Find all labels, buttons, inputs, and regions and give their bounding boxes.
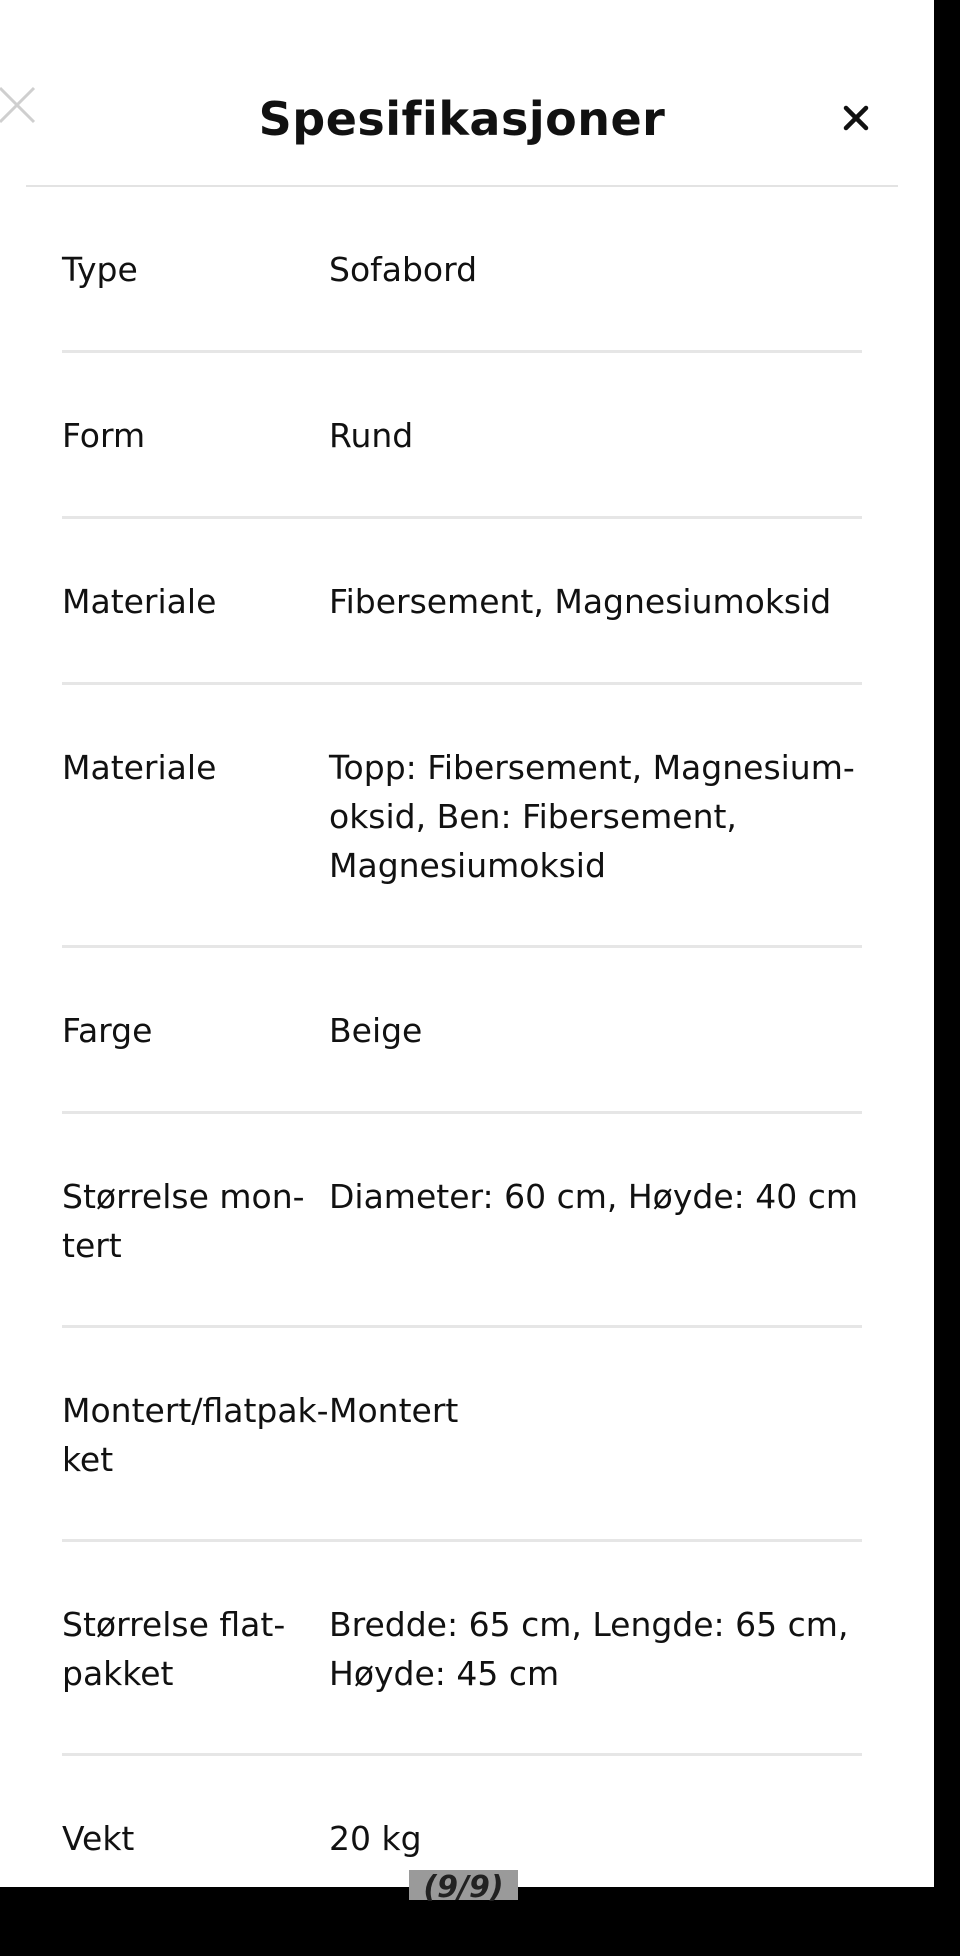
spec-label: Størrelse montert xyxy=(62,1177,305,1265)
spec-row-type xyxy=(62,187,862,353)
spec-value: Sofabord xyxy=(329,250,478,289)
spec-value: Fibersement, Magnesiumoksid xyxy=(329,582,832,621)
spec-value: Montert xyxy=(329,1391,459,1430)
spec-label: Farge xyxy=(62,1011,153,1050)
close-button[interactable] xyxy=(838,102,874,138)
spec-value: Topp: Fibersement, Magnesiumoksid, Ben: Fibersement, Magnesiumoksid xyxy=(329,748,855,885)
spec-row-material xyxy=(62,519,862,685)
spec-value: Bredde: 65 cm, Lengde: 65 cm, Høyde: 45 cm xyxy=(329,1605,849,1693)
spec-row-size-flatpacked xyxy=(62,1542,862,1756)
spec-row-weight xyxy=(62,1756,862,1956)
spec-row-assembled-flatpacked xyxy=(62,1328,862,1542)
spec-value: Diameter: 60 cm, Høyde: 40 cm xyxy=(329,1177,858,1216)
spec-label: Form xyxy=(62,416,146,455)
spec-row-color xyxy=(62,948,862,1114)
spec-value: Rund xyxy=(329,416,414,455)
spec-label: Type xyxy=(62,250,138,289)
spec-value: Beige xyxy=(329,1011,423,1050)
spec-row-material-detail xyxy=(62,685,862,948)
spec-label: Vekt xyxy=(62,1819,135,1858)
close-icon xyxy=(842,104,870,136)
spec-label: Materiale xyxy=(62,748,217,787)
spec-row-size-assembled xyxy=(62,1114,862,1328)
dialog-title: Spesifikasjoner xyxy=(258,92,666,146)
spec-label: Montert/flatpakket xyxy=(62,1391,329,1479)
spec-list xyxy=(62,187,862,1956)
spec-label: Materiale xyxy=(62,582,217,621)
spec-value: 20 kg xyxy=(329,1819,422,1858)
spec-label: Størrelse flatpakket xyxy=(62,1605,286,1693)
page-indicator: (9/9) xyxy=(409,1870,518,1900)
spec-row-form xyxy=(62,353,862,519)
